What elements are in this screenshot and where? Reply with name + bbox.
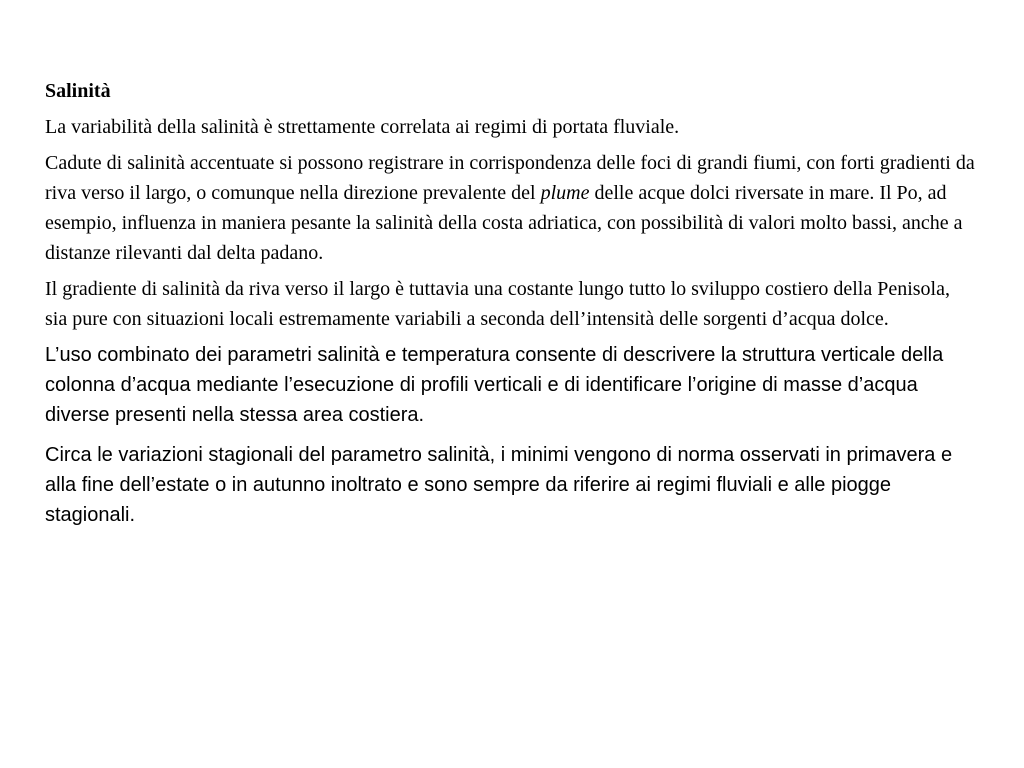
slide-title: Salinità [45,80,111,102]
paragraph-text: Circa le variazioni stagionali del parametro salinità, i minimi vengono di norma osservati in primavera e alla fine dell’estate o in autunno inoltrato e sono sempre da riferire ai regimi fluviali e alle piogge stagionali. [45,444,953,526]
paragraph-text: L’uso combinato dei parametri salinità e temperatura consente di descrivere la struttura verticale della colonna d’acqua mediante l’esecuzione di profili verticali e di identificare l’origine di masse d’acqua diverse presenti nella stessa area costiera. [45,344,944,426]
paragraph-salinity-variability [45,112,975,142]
paragraph-text: Il gradiente di salinità da riva verso il largo è tuttavia una costante lungo tutto lo sviluppo costiero della Penisola, sia pure con situazioni locali estremamente variabili a seconda dell’intensità delle sorgenti d’acqua dolce. [45,278,950,330]
paragraph-text-start: Cadute di salinità accentuate si possono registrare in corrispondenza delle foci di grandi fiumi, con forti gradienti da riva verso il largo, o comunque nella direzione prevalente del [45,152,975,204]
paragraph-combined-parameters [45,340,975,430]
paragraph-text: La variabilità della salinità è strettamente correlata ai regimi di portata fluviale. [45,116,680,138]
paragraph-text-end: delle acque dolci riversate in mare. Il Po, ad esempio, influenza in maniera pesante la salinità della costa adriatica, con possibilità di valori molto bassi, anche a distanze rilevanti dal delta padano. [45,182,963,264]
slide-content [45,76,975,540]
plume-term: plume [540,182,590,204]
paragraph-seasonal-variations [45,440,975,530]
paragraph-salinity-drops [45,148,975,268]
paragraph-salinity-gradient [45,274,975,334]
